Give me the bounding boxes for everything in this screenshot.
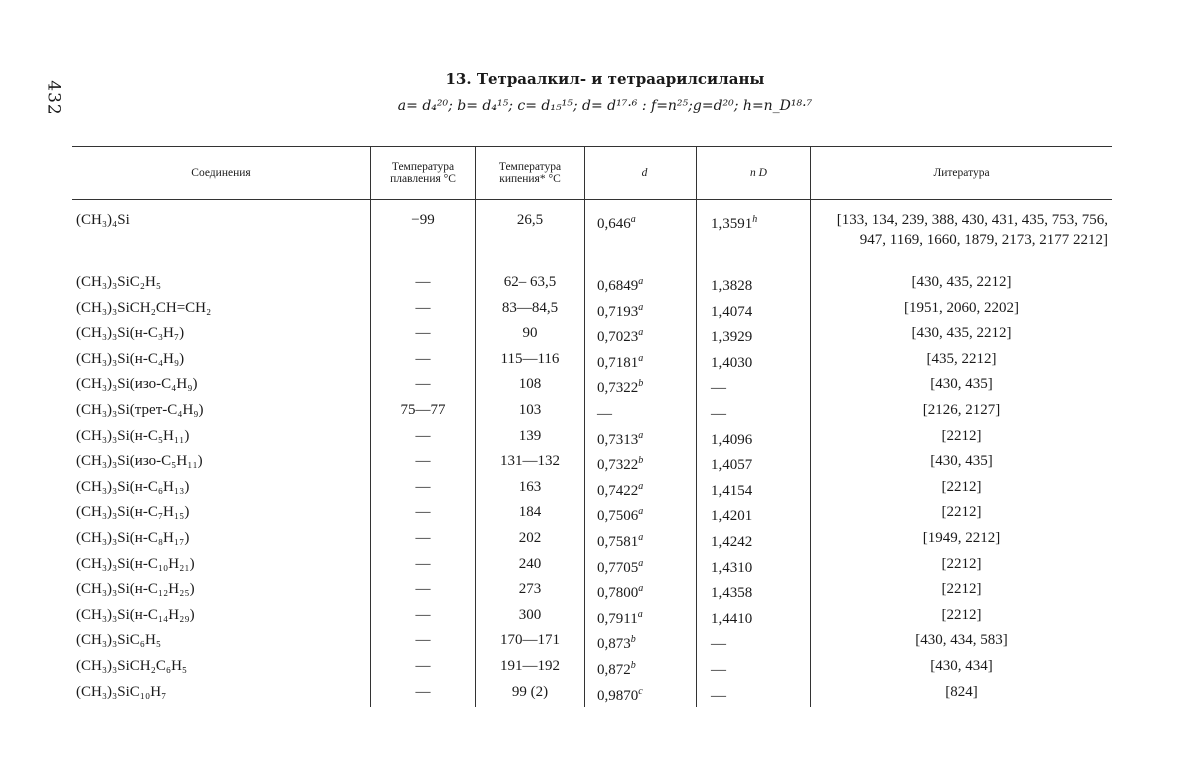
cell-refraction [697,426,811,452]
cell-density-footnote: a [638,276,644,287]
cell-density [585,272,697,298]
cell-literature-value: [2212] [941,427,982,444]
cell-refraction-value: — [711,636,726,653]
cell-melting-point-value: — [415,504,431,521]
cell-density [585,605,697,631]
cell-literature [811,682,1113,708]
cell-boiling-point-value: 139 [518,427,542,444]
table-row [72,656,1112,682]
cell-literature [811,374,1113,400]
cell-density-footnote: a [638,301,644,313]
cell-boiling-point [476,323,585,349]
cell-melting-point [371,477,476,503]
cell-refraction-value: 1,4154 [711,482,753,499]
header-melting: Температура плавления °C [371,147,476,200]
cell-boiling-point-value: 170—171 [500,632,560,649]
cell-compound [72,579,371,605]
cell-boiling-point [476,200,585,273]
cell-melting-point-value: — [415,606,431,623]
cell-density-footnote: b [638,455,644,467]
cell-refraction-value: 1,4074 [711,303,753,320]
table-row [72,605,1112,631]
silanes-table [72,146,1112,707]
cell-melting-point [371,502,476,528]
cell-refraction-value: 1,4201 [711,508,753,525]
cell-density-value: 0,646 [597,216,631,232]
table-row [72,451,1112,477]
cell-melting-point-value: — [415,453,431,470]
cell-literature [811,298,1113,324]
cell-compound [72,400,371,426]
cell-refraction-value: 1,4096 [711,431,753,448]
cell-density-value: 0,7422 [597,482,639,499]
cell-compound [72,682,371,708]
cell-compound-value: (CH₃)₄Si [76,212,130,228]
cell-melting-point [371,426,476,452]
cell-literature [811,579,1113,605]
cell-literature [811,451,1113,477]
header-refraction: n D [697,147,811,200]
cell-compound [72,323,371,349]
cell-literature-value: [1949, 2212] [922,529,1001,546]
cell-density-footnote: a [637,608,643,620]
cell-compound-value: (CH₃)₃Si(н-C₇H₁₅) [76,504,190,521]
cell-boiling-point-value: 191—192 [500,657,560,674]
cell-boiling-point [476,298,585,324]
cell-compound [72,477,371,503]
cell-boiling-point [476,451,585,477]
cell-boiling-point [476,349,585,375]
cell-density-value: 0,7023 [597,329,639,346]
cell-literature-value: [2212] [941,504,982,521]
cell-boiling-point-value: 62– 63,5 [503,274,557,290]
cell-boiling-point [476,374,585,400]
cell-compound-value: (CH₃)₃SiC₂H₅ [76,274,162,290]
cell-compound [72,349,371,375]
cell-boiling-point-value: 300 [518,606,542,623]
cell-refraction [697,298,811,324]
cell-melting-point [371,298,476,324]
cell-melting-point [371,682,476,708]
cell-literature-value: [2212] [941,555,982,572]
cell-compound-value: (CH₃)₃Si(н-C₅H₁₁) [76,427,190,444]
cell-density [585,374,697,400]
cell-melting-point [371,400,476,426]
cell-compound [72,502,371,528]
cell-refraction [697,272,811,298]
table-row [72,323,1112,349]
cell-density-footnote: b [630,634,636,646]
cell-density-footnote: a [638,506,644,518]
cell-boiling-point-value: 90 [522,325,538,342]
cell-density-footnote: a [638,327,644,339]
cell-density-value: 0,7581 [597,533,639,550]
cell-melting-point [371,451,476,477]
cell-refraction-value: 1,4242 [711,533,753,550]
cell-literature [811,323,1113,349]
cell-refraction-value: 1,4057 [711,457,753,474]
cell-refraction [697,554,811,580]
table-row [72,682,1112,708]
cell-refraction [697,579,811,605]
cell-melting-point-value: — [415,683,431,700]
cell-literature-value: [430, 434, 583] [915,632,1008,649]
cell-literature-value: [2212] [941,478,982,495]
table-row [72,272,1112,298]
cell-refraction [697,605,811,631]
cell-boiling-point [476,630,585,656]
header-literature: Литература [811,147,1113,200]
cell-literature [811,528,1113,554]
cell-density [585,426,697,452]
cell-melting-point [371,272,476,298]
cell-compound [72,272,371,298]
cell-density-footnote: a [630,214,636,225]
cell-density-value: 0,7800 [597,585,639,602]
cell-boiling-point-value: 163 [518,478,542,495]
cell-melting-point-value: — [415,632,431,649]
cell-density [585,630,697,656]
table-row [72,528,1112,554]
cell-compound-value: (CH₃)₃Si(н-C₁₂H₂₅) [76,581,195,598]
cell-density [585,502,697,528]
cell-boiling-point-value: 202 [518,529,542,546]
cell-literature [811,477,1113,503]
table-row [72,502,1112,528]
cell-boiling-point-value: 240 [518,555,542,572]
cell-boiling-point-value: 83—84,5 [501,299,559,316]
cell-refraction [697,400,811,426]
cell-density-value: 0,7705 [597,559,639,576]
cell-density [585,477,697,503]
cell-boiling-point-value: 273 [518,581,542,598]
cell-compound [72,426,371,452]
table-row [72,349,1112,375]
cell-melting-point-value: −99 [411,212,435,228]
header-boiling: Температура кипения* °C [476,147,585,200]
cell-melting-point-value: — [415,299,431,316]
cell-density-footnote: c [638,685,643,697]
cell-melting-point [371,349,476,375]
cell-boiling-point [476,579,585,605]
cell-boiling-point-value: 131—132 [500,453,560,470]
cell-compound [72,200,371,273]
cell-compound [72,656,371,682]
table-row [72,579,1112,605]
cell-refraction-value: 1,4310 [711,559,753,576]
cell-compound-value: (CH₃)₃SiCH₂CH=CH₂ [76,299,212,316]
table-title: 13. Тетраалкил- и тетраарилсиланы [445,70,765,88]
cell-melting-point-value: — [415,376,431,393]
cell-density [585,298,697,324]
cell-compound [72,451,371,477]
cell-density-footnote: a [638,429,644,441]
cell-melting-point-value: — [415,529,431,546]
cell-density-value: 0,7181 [597,354,639,371]
cell-refraction-value: 1,3929 [711,329,753,346]
cell-density-value: 0,7911 [597,610,638,627]
cell-refraction-value: 1,3828 [711,278,753,294]
cell-melting-point [371,605,476,631]
cell-boiling-point-value: 184 [518,504,542,521]
cell-density [585,400,697,426]
cell-boiling-point [476,554,585,580]
cell-melting-point [371,374,476,400]
table-row [72,298,1112,324]
table-row [72,477,1112,503]
cell-melting-point-value: — [415,478,431,495]
cell-boiling-point [476,605,585,631]
density-legend: a= d₄²⁰; b= d₄¹⁵; c= d₁₅¹⁵; d= d¹⁷·⁶ : f=n²⁵;g=d²⁰; h=n_D¹⁸·⁷ [397,98,813,114]
cell-refraction [697,477,811,503]
cell-density [585,323,697,349]
cell-literature-value: [1951, 2060, 2202] [904,299,1019,316]
cell-literature [811,272,1113,298]
cell-boiling-point [476,502,585,528]
cell-literature-value: [2212] [941,581,982,598]
cell-melting-point-value: — [415,350,431,367]
cell-literature-value: [430, 435, 2212] [911,274,1012,290]
cell-density [585,451,697,477]
cell-density-value: 0,872 [597,661,631,678]
cell-refraction [697,502,811,528]
cell-density [585,554,697,580]
cell-boiling-point-value: 99 (2) [511,683,549,700]
table-row [72,630,1112,656]
cell-density-value: 0,7506 [597,508,639,525]
cell-compound-value: (CH₃)₃SiC₆H₅ [76,632,162,649]
cell-melting-point [371,323,476,349]
cell-density [585,579,697,605]
cell-literature [811,554,1113,580]
cell-density [585,656,697,682]
cell-compound [72,630,371,656]
cell-literature-value: [430, 435] [930,453,993,470]
cell-literature [811,400,1113,426]
cell-boiling-point-value: 115—116 [500,350,560,367]
cell-melting-point-value: 75—77 [400,401,446,418]
cell-compound-value: (CH₃)₃Si(трет-C₄H₉) [76,401,204,418]
cell-melting-point [371,579,476,605]
cell-boiling-point [476,426,585,452]
cell-boiling-point [476,528,585,554]
cell-literature-value: [430, 435, 2212] [911,325,1012,342]
cell-refraction [697,656,811,682]
cell-compound-value: (CH₃)₃Si(изо-C₅H₁₁) [76,453,203,470]
cell-literature-value: [430, 434] [930,657,993,674]
cell-refraction [697,374,811,400]
cell-boiling-point-value: 26,5 [516,212,544,228]
cell-compound-value: (CH₃)₃SiC₁₀H₇ [76,683,167,700]
cell-melting-point-value: — [415,581,431,598]
cell-density-footnote: b [638,378,644,390]
cell-melting-point [371,528,476,554]
cell-refraction [697,349,811,375]
cell-density-value: 0,6849 [597,278,639,294]
cell-compound [72,605,371,631]
cell-refraction-value: — [711,661,726,678]
cell-density-footnote: a [638,583,644,595]
cell-melting-point [371,656,476,682]
cell-refraction-value: 1,3591 [711,216,753,232]
cell-melting-point-value: — [415,657,431,674]
cell-literature [811,200,1113,273]
cell-literature-value: [2212] [941,606,982,623]
cell-boiling-point-value: 108 [518,376,542,393]
cell-melting-point-value: — [415,274,431,290]
cell-melting-point-value: — [415,427,431,444]
cell-melting-point-value: — [415,325,431,342]
cell-refraction [697,451,811,477]
cell-compound-value: (CH₃)₃Si(изо-C₄H₉) [76,376,198,393]
page-number: 432 [43,80,64,116]
cell-refraction [697,323,811,349]
cell-literature-value: [2126, 2127] [922,401,1001,418]
cell-refraction-value: — [711,405,726,422]
table-row [72,554,1112,580]
header-compound: Соединения [72,147,371,200]
cell-compound-value: (CH₃)₃Si(н-C₆H₁₃) [76,478,190,495]
table-row [72,426,1112,452]
cell-boiling-point [476,682,585,708]
cell-density [585,682,697,708]
table-row [72,200,1112,273]
cell-boiling-point [476,477,585,503]
cell-compound-value: (CH₃)₃Si(н-C₄H₉) [76,350,185,367]
table-header-row [72,147,1112,200]
cell-refraction-value: 1,4358 [711,585,753,602]
cell-literature [811,349,1113,375]
cell-literature [811,605,1113,631]
cell-density [585,528,697,554]
cell-boiling-point [476,400,585,426]
cell-refraction-value: 1,4030 [711,354,753,371]
cell-density-footnote: b [630,659,636,671]
cell-density-value: 0,7322 [597,457,639,474]
cell-refraction-value: — [711,687,726,704]
cell-literature [811,630,1113,656]
cell-literature [811,502,1113,528]
cell-refraction [697,682,811,708]
cell-melting-point [371,630,476,656]
cell-compound-value: (CH₃)₃Si(н-C₁₀H₂₁) [76,555,195,572]
cell-density [585,349,697,375]
cell-compound-value: (CH₃)₃Si(н-C₁₄H₂₉) [76,606,195,623]
cell-density-footnote: a [638,531,644,543]
cell-literature-value: [824] [945,683,978,700]
cell-density-value: 0,873 [597,636,631,653]
cell-refraction [697,630,811,656]
cell-melting-point [371,554,476,580]
cell-compound [72,528,371,554]
table-row [72,374,1112,400]
cell-compound-value: (CH₃)₃Si(н-C₃H₇) [76,325,185,342]
cell-literature [811,426,1113,452]
cell-density-value: 0,9870 [597,687,639,704]
cell-literature-value: [430, 435] [930,376,993,393]
cell-density-value: 0,7313 [597,431,639,448]
table-row [72,400,1112,426]
cell-boiling-point-value: 103 [518,401,542,418]
cell-density-value: 0,7322 [597,380,639,397]
cell-density-value: 0,7193 [597,303,639,320]
cell-compound-value: (CH₃)₃SiCH₂C₆H₅ [76,657,188,674]
cell-boiling-point [476,656,585,682]
cell-melting-point [371,200,476,273]
cell-refraction [697,528,811,554]
header-density: d [585,147,697,200]
cell-boiling-point [476,272,585,298]
cell-literature-value: [435, 2212] [926,350,997,367]
cell-refraction [697,200,811,273]
cell-density-footnote: a [638,557,644,569]
cell-compound [72,374,371,400]
cell-density-footnote: a [638,352,644,364]
cell-density-value: — [597,405,612,422]
cell-compound [72,298,371,324]
cell-density-footnote: a [638,480,644,492]
cell-refraction-value: 1,4410 [711,610,753,627]
cell-refraction-value: — [711,380,726,397]
cell-compound [72,554,371,580]
cell-literature [811,656,1113,682]
cell-melting-point-value: — [415,555,431,572]
cell-compound-value: (CH₃)₃Si(н-C₈H₁₇) [76,529,190,546]
cell-literature-value: [133, 134, 239, 388, 430, 431, 435, 753, 756, 947, 1169, 1660, 1879, 2173, 2177 2212] [836,212,1108,248]
cell-refraction-footnote: h [752,214,758,225]
cell-density [585,200,697,273]
